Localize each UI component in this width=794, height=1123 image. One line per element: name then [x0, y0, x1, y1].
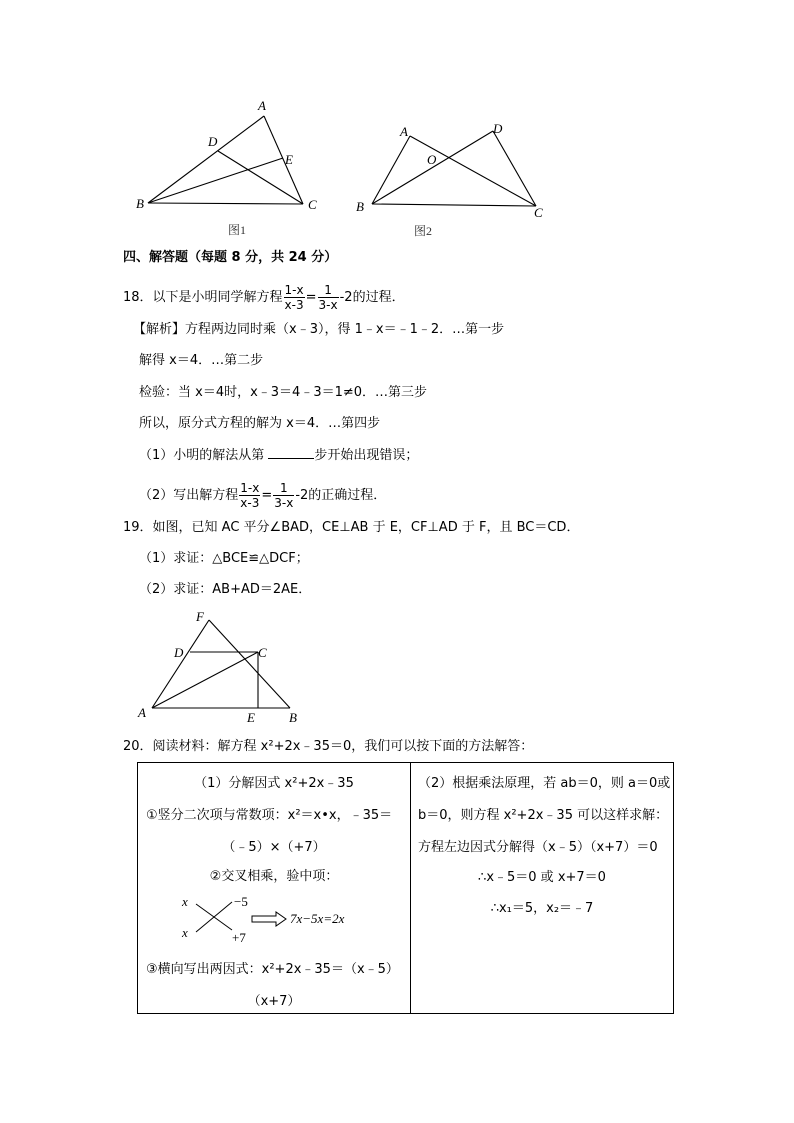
q18-part2-fraction-1 [239, 481, 260, 510]
arrow-icon [252, 912, 286, 926]
fig3-label-c: C [258, 645, 267, 660]
left-title: （1）分解因式 x²+2x﹣35 [194, 776, 354, 791]
cross-minus5: −5 [234, 894, 248, 909]
cross-x-top: x [182, 894, 188, 909]
frac2-numerator: 1 [318, 283, 339, 298]
frac1-denominator: x-3 [284, 298, 304, 312]
q18-equals: = [305, 290, 317, 305]
fig2-label-o: O [427, 152, 437, 167]
fig1-label-b: B [136, 196, 144, 211]
analysis-bracket: 【解析】 [133, 322, 186, 337]
q18-part2 [139, 481, 386, 510]
q18-part1 [139, 446, 418, 466]
fig2-label-d: D [493, 121, 503, 136]
left-step3b: （x+7） [247, 994, 301, 1009]
part2-tail: -2的正确过程． [295, 488, 387, 503]
left-step2: ②交叉相乘，验中项： [209, 869, 339, 884]
p2-frac2-numerator: 1 [273, 481, 294, 496]
right-line4: ∴x﹣5＝0 或 x+7＝0 [478, 870, 606, 885]
q18-analysis-step1 [133, 320, 504, 340]
figure-3 [132, 607, 312, 732]
left-step3a: ③横向写出两因式：x²+2x﹣35＝（x﹣5） [146, 962, 399, 977]
q18-fraction-2 [318, 283, 339, 312]
q20-stem: 20．阅读材料：解方程 x²+2x﹣35＝0，我们可以按下面的方法解答： [123, 739, 534, 754]
p2-equals: = [261, 488, 273, 503]
q18-fraction-1 [284, 283, 305, 312]
right-line3: 方程左边因式分解得（x﹣5）（x+7）＝0 [418, 840, 658, 855]
q18-step2: 解得 x＝4．…第二步 [139, 353, 264, 368]
frac2-denominator: 3-x [318, 298, 338, 312]
q18-part2-fraction-2 [273, 481, 294, 510]
q19-part1: （1）求证：△BCE≌△DCF； [139, 551, 309, 566]
right-line5: ∴x₁＝5，x₂＝﹣7 [490, 901, 594, 916]
q18-lead: 18．以下是小明同学解方程 [123, 290, 283, 305]
p2-frac1-denominator: x-3 [240, 496, 260, 510]
fig2-label-a: A [400, 124, 408, 139]
answer-blank[interactable] [268, 446, 314, 459]
q19-stem: 19．如图，已知 AC 平分∠BAD，CE⊥AB 于 E，CF⊥AD 于 F，且 BC＝CD． [123, 520, 580, 535]
p2-frac1-numerator: 1-x [240, 481, 260, 495]
cross-plus7: +7 [232, 930, 246, 945]
q18-stem [123, 283, 405, 312]
fig3-label-f: F [196, 609, 204, 624]
cross-result: 7x−5x=2x [290, 911, 345, 926]
left-step1a: ①竖分二次项与常数项：x²＝x•x，﹣35＝ [146, 808, 393, 823]
part1-suffix: 步开始出现错误； [314, 448, 419, 463]
fig2-label-c: C [534, 205, 543, 220]
fig1-label-d: D [208, 134, 218, 149]
frac1-numerator: 1-x [284, 283, 304, 297]
q18-step3: 检验：当 x＝4时，x﹣3＝4﹣3＝1≠0．…第三步 [139, 385, 428, 400]
cross-multiplication-diagram [176, 892, 376, 948]
fig2-label-b: B [356, 199, 364, 214]
section-title: 四、解答题（每题 8 分，共 24 分） [123, 250, 338, 265]
fig1-label-e: E [285, 152, 293, 167]
fig3-label-e: E [247, 710, 255, 725]
fig2-caption: 图2 [414, 224, 433, 238]
fig3-label-b: B [289, 710, 297, 725]
left-step1b: （﹣5）×（+7） [222, 840, 326, 855]
part1-prefix: （1）小明的解法从第 [139, 448, 265, 463]
q19-part2: （2）求证：AB+AD＝2AE． [139, 582, 312, 597]
fig1-label-c: C [308, 197, 317, 212]
fig3-label-a: A [138, 705, 146, 720]
q18-tail: -2的过程． [339, 290, 405, 305]
cross-x-bottom: x [182, 925, 188, 940]
figure-2 [350, 118, 560, 243]
p2-frac2-denominator: 3-x [274, 496, 294, 510]
figure-1 [130, 92, 330, 242]
fig1-label-a: A [258, 98, 266, 113]
fig1-caption: 图1 [228, 223, 247, 237]
table-divider [410, 762, 411, 1014]
q18-step4: 所以，原分式方程的解为 x＝4．…第四步 [139, 416, 381, 431]
right-line1: （2）根据乘法原理，若 ab＝0，则 a＝0或 [418, 776, 671, 791]
step1-text: 方程两边同时乘（x﹣3），得 1﹣x＝﹣1﹣2．…第一步 [185, 322, 505, 337]
part2-prefix: （2）写出解方程 [139, 488, 239, 503]
right-line2: b＝0，则方程 x²+2x﹣35 可以这样求解： [418, 808, 669, 823]
fig3-label-d: D [174, 645, 184, 660]
